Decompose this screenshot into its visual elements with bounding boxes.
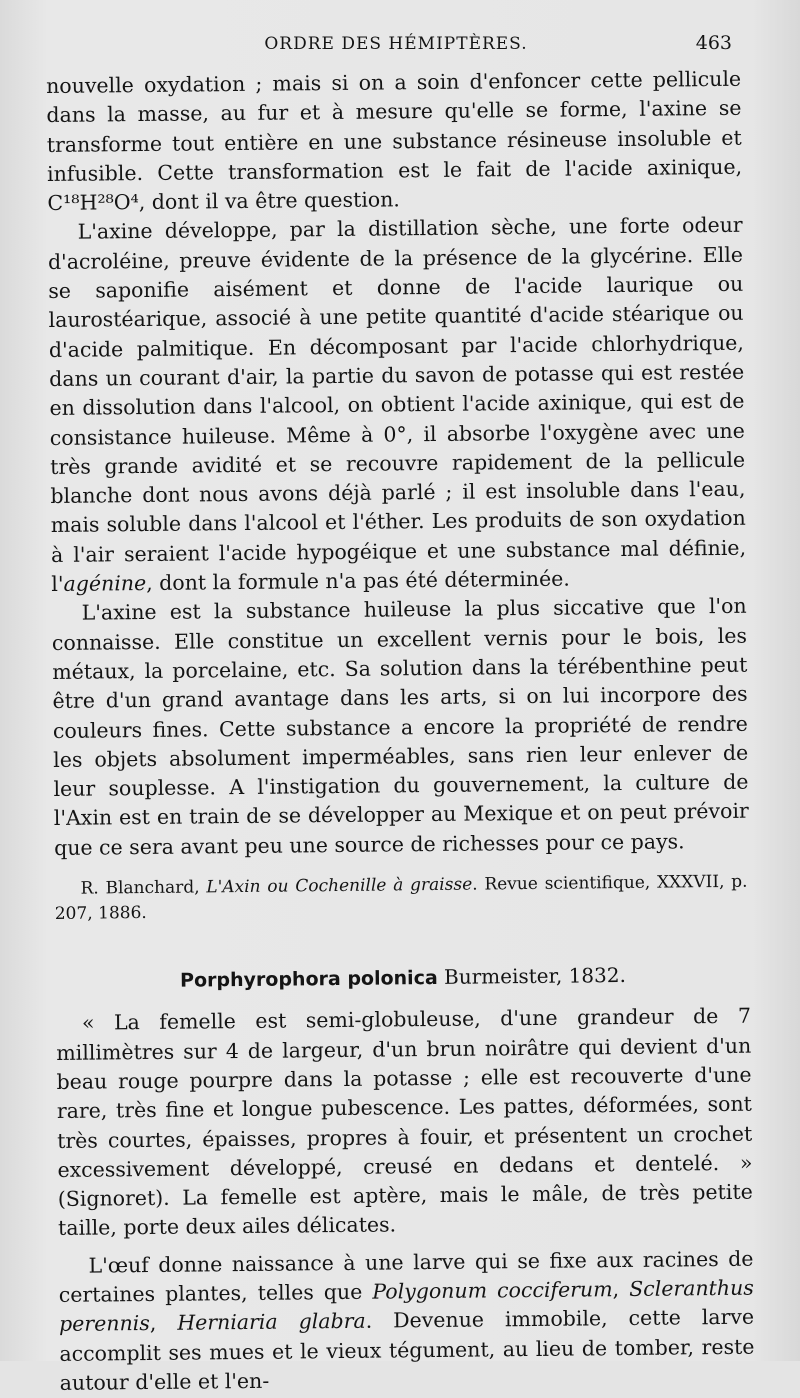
paragraph-text: L'axine développe, par la distillation sèche, une forte odeur d'acroléine, preuve évidente de la présence de la glycérine. Elle se saponifie aisément et donne de l'acide laurique ou laurostéarique, associé à une petite quantité d'acide stéarique ou d'acide palmitique. En décomposant par l'acide chlorhydrique, dans un courant d'air, la partie du savon de potasse qui est restée en dissolution dans l'alcool, on obtient l'acide axinique, qui est de consistance huileuse. Même à 0°, il absorbe l'oxygène avec une très grande avidité et se recouvre rapidement de la pellicule blanche dont nous avons déjà parlé ; il est insoluble dans l'eau, mais soluble dans l'alcool et l'éther. Les produits de son oxydation à l'air seraient l'acide hypogéique et une substance mal définie, l': [47, 213, 747, 597]
paragraph-text-end: . Devenue immobile, cette larve accomplit ses mues et le vieux tégument, au lieu de tomber, reste autour d'elle et l'en-: [59, 1304, 755, 1395]
paragraph-text: L'œuf donne naissance à une larve qui se fixe aux racines de certaines plantes, telles que: [58, 1246, 754, 1307]
italic-plant-scleranthus: Scleranthus perennis: [58, 1275, 754, 1337]
species-authority: Burmeister, 1832.: [437, 962, 627, 989]
paragraph-continuation: nouvelle oxydation ; mais si on a soin d'enfoncer cette pellicule dans la masse, au fur et à mesure qu'elle se forme, l'axine se transforme tout entière en une substance résineuse insoluble et infusible. Cette transformation est le fait de l'acide axinique, C¹⁸H²⁸O⁴, dont il va être question.: [46, 66, 743, 216]
page-number: 463: [695, 32, 732, 54]
paragraph-larva: [58, 1244, 754, 1398]
paragraph-description-quote: « La femelle est semi-globuleuse, d'une grandeur de 7 millimètres sur 4 de largeur, d'un brun noirâtre qui devient d'un beau rouge pourpre dans la potasse ; elle est recouverte d'une rare, très fine et longue pubescence. Les pattes, déformées, sont très courtes, épaisses, propres à fouir, et présentent un crochet excessivement développé, creusé en dedans et dentelé. » (Signoret). La femelle est aptère, mais le mâle, de très petite taille, porte deux ailes délicates.: [56, 1003, 753, 1241]
italic-term-agenine: agénine: [63, 571, 147, 596]
paragraph-text-end: , dont la formule n'a pas été déterminée.: [146, 566, 570, 596]
page-body: [46, 65, 755, 1398]
separator: ,: [612, 1276, 630, 1302]
species-name: Porphyrophora polonica: [180, 966, 438, 992]
reference-title: L'Axin ou Cochenille à graisse: [206, 874, 473, 898]
bibliographic-reference: [54, 870, 749, 927]
reference-source: . Revue scientifique, XXXVII, p. 207, 1886.: [54, 871, 748, 924]
section-heading: [55, 960, 750, 998]
italic-plant-polygonum: Polygonum cocciferum: [372, 1277, 613, 1304]
reference-author: R. Blanchard,: [80, 877, 207, 899]
running-header: [60, 34, 732, 62]
italic-plant-herniaria: Herniaria glabra: [177, 1309, 366, 1335]
running-title: ORDRE DES HÉMIPTÈRES.: [264, 34, 528, 54]
separator: ,: [149, 1310, 178, 1336]
paragraph-axine-uses: L'axine est la substance huileuse la plus siccative que l'on connaisse. Elle constitue un excellent vernis pour le bois, les métaux, la porcelaine, etc. Sa solution dans la térébenthine peut être d'un grand avantage dans les arts, si on lui incorpore des couleurs fines. Cette substance a encore la propriété de rendre les objets absolument imperméables, sans rien leur enlever de leur souplesse. A l'instigation du gouvernement, la culture de l'Axin est en train de se développer au Mexique et on peut prévoir que ce sera avant peu une source de richesses pour ce pays.: [51, 594, 749, 860]
paragraph-axine-distillation: [48, 211, 747, 599]
